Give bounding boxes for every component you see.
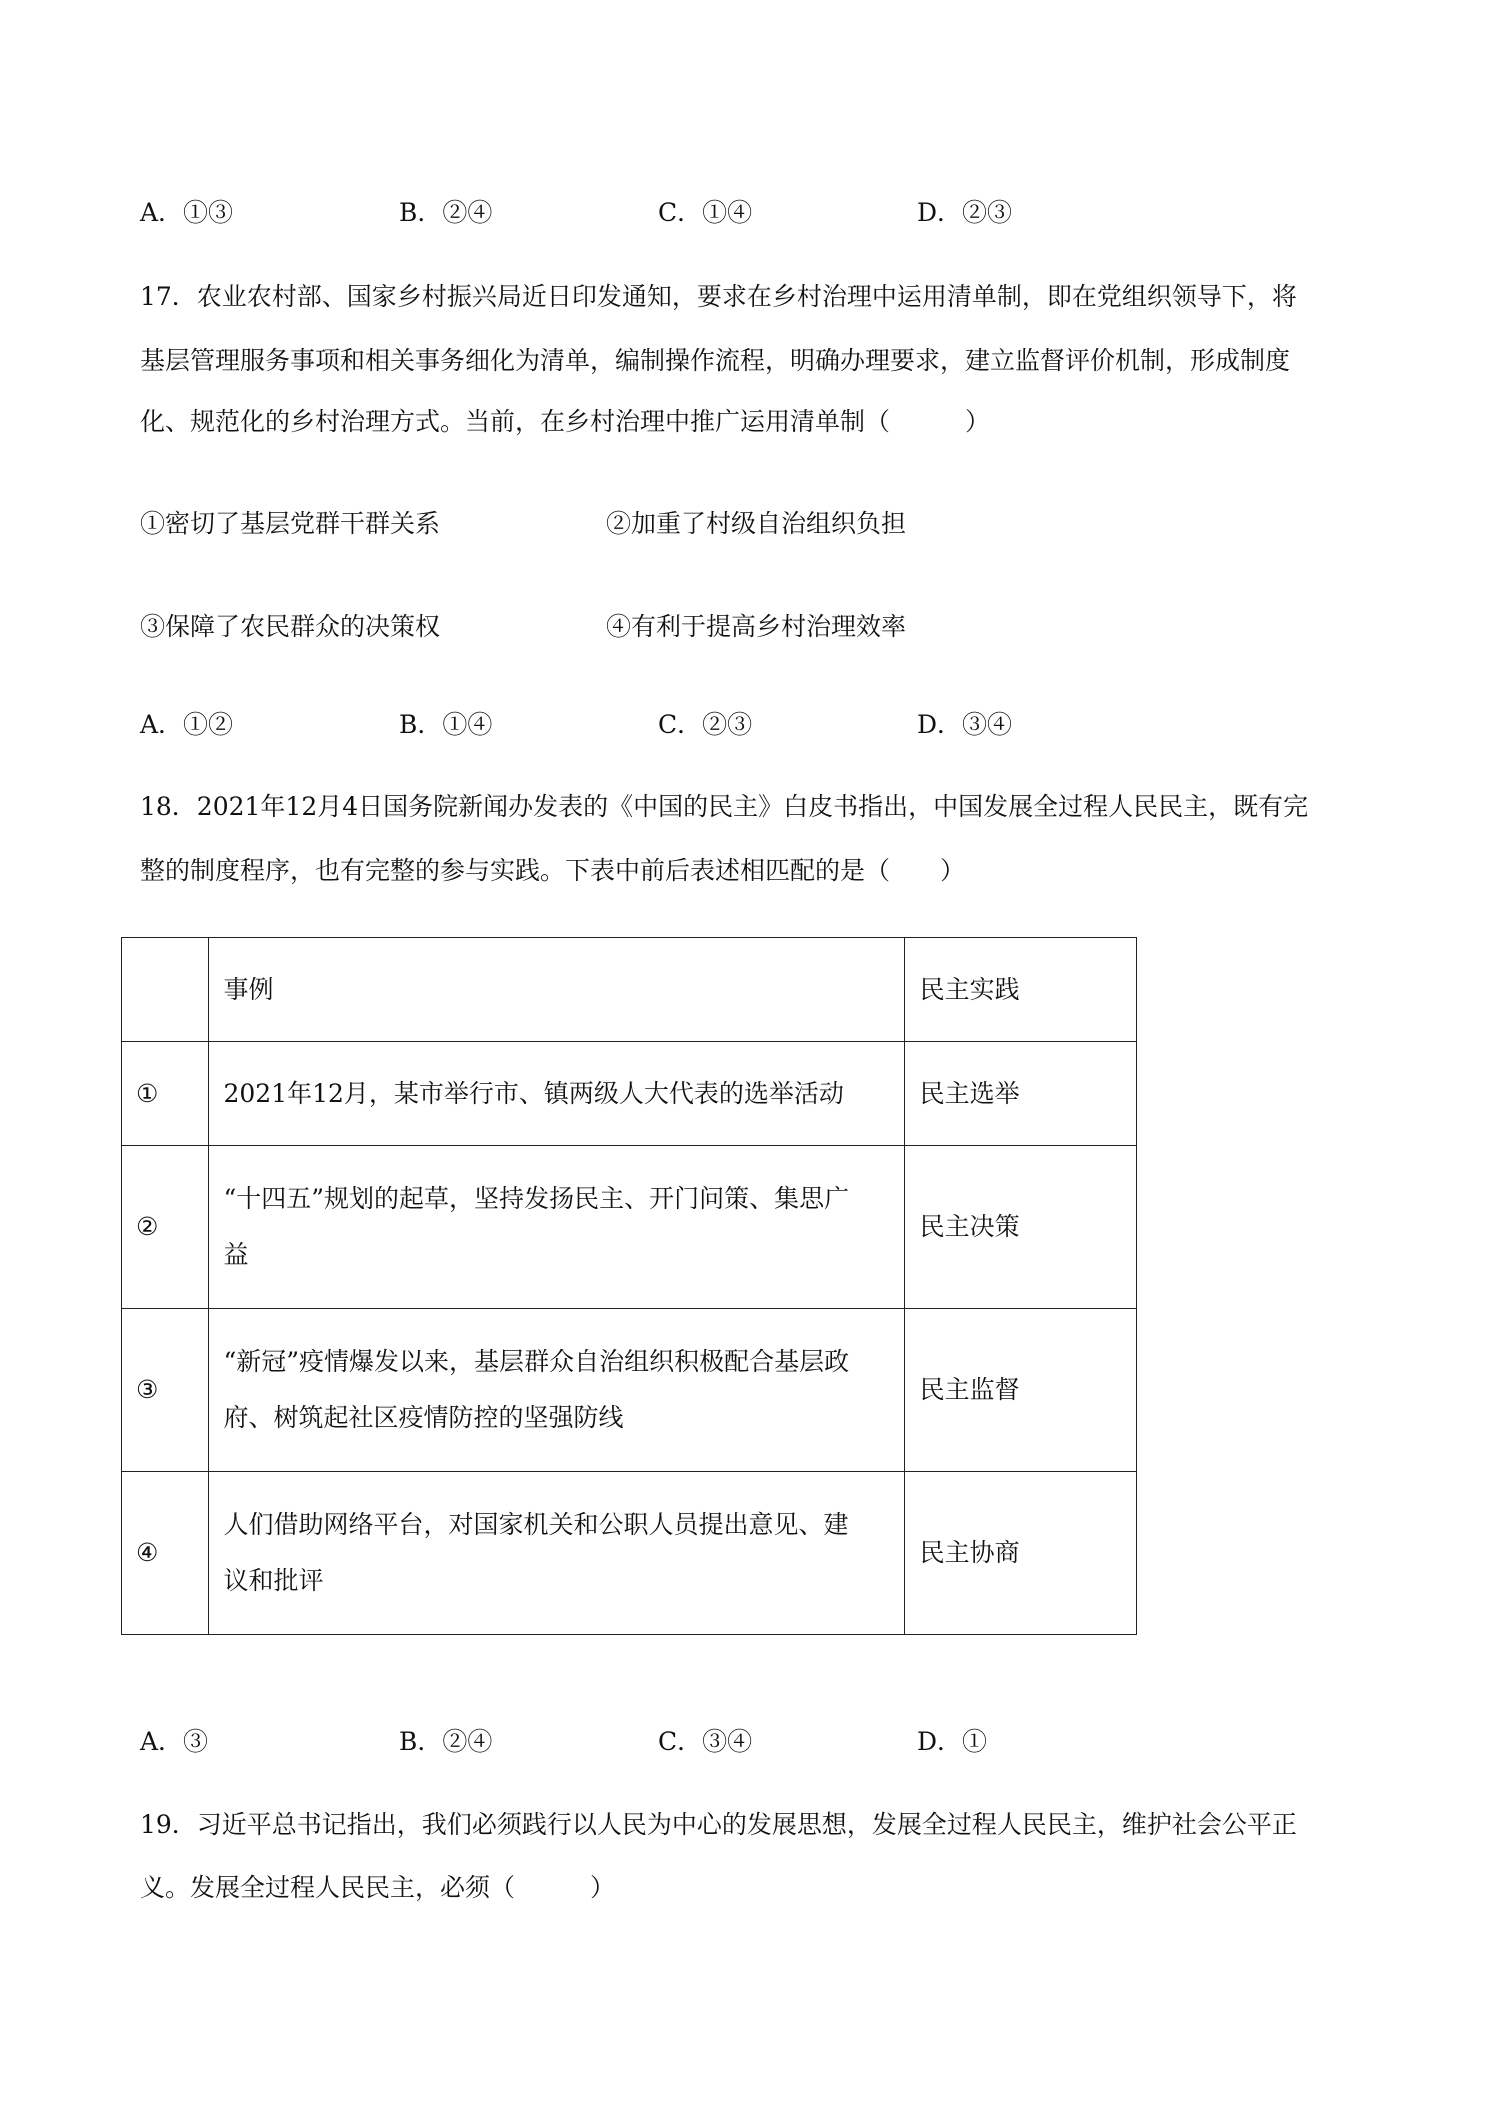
q17-option-b: B．①④ (399, 710, 493, 739)
example-line-1: 2021年12月，某市举行市、镇两级人大代表的选举活动 (223, 1078, 844, 1108)
example-line-2: 府、树筑起社区疫情防控的坚强防线 (223, 1403, 624, 1432)
q17-stem-line-1: 17．农业农村部、国家乡村振兴局近日印发通知，要求在乡村治理中运用清单制，即在党组织领导下，将 (140, 282, 1297, 311)
q17-statements-row-1 (140, 507, 1240, 541)
table-cell-example (208, 1042, 904, 1146)
table-header-example: 事例 (208, 938, 904, 1042)
q17-statement-4: ④有利于提高乡村治理效率 (606, 612, 907, 641)
q18-table (121, 937, 1137, 1635)
table-cell-example (208, 1472, 904, 1635)
example-line-2: 议和批评 (223, 1566, 324, 1595)
q19-stem-line-1: 19．习近平总书记指出，我们必须践行以人民为中心的发展思想，发展全过程人民民主，维护社会公平正 (140, 1810, 1297, 1839)
q17-option-a: A．①② (140, 710, 234, 739)
q18-stem-line-1: 18．2021年12月4日国务院新闻办发表的《中国的民主》白皮书指出，中国发展全过程人民民主，既有完 (140, 792, 1309, 821)
q18-stem-line-2: 整的制度程序，也有完整的参与实践。下表中前后表述相匹配的是（ ） (140, 856, 966, 885)
table-header-practice: 民主实践 (904, 938, 1136, 1042)
table-cell-example (208, 1309, 904, 1472)
q16-options (140, 196, 1240, 230)
q17-stem-line-3: 化、规范化的乡村治理方式。当前，在乡村治理中推广运用清单制（ ） (140, 407, 991, 436)
table-cell-example (208, 1146, 904, 1309)
q17-statement-2: ②加重了村级自治组织负担 (606, 509, 907, 538)
q18-option-d: D．① (917, 1727, 988, 1756)
q17-statements-row-2 (140, 610, 1240, 644)
q16-option-a: A．①③ (140, 198, 234, 227)
table-header-num (122, 938, 209, 1042)
example-line-1: 人们借助网络平台，对国家机关和公职人员提出意见、建 (223, 1510, 849, 1539)
table-cell-num: ② (122, 1146, 209, 1309)
q18-option-b: B．②④ (399, 1727, 493, 1756)
q18-option-a: A．③ (140, 1727, 209, 1756)
q18-options (140, 1725, 1240, 1759)
table-row (122, 1309, 1137, 1472)
table-cell-practice: 民主协商 (904, 1472, 1136, 1635)
table-cell-num: ① (122, 1042, 209, 1146)
q17-statement-1: ①密切了基层党群干群关系 (140, 509, 441, 538)
q17-option-c: C．②③ (658, 710, 753, 739)
q17-statement-3: ③保障了农民群众的决策权 (140, 612, 441, 641)
table-row (122, 1042, 1137, 1146)
example-line-2: 益 (223, 1240, 249, 1269)
table-header-row (122, 938, 1137, 1042)
q16-option-c: C．①④ (658, 198, 753, 227)
table-cell-practice: 民主监督 (904, 1309, 1136, 1472)
table-cell-num: ③ (122, 1309, 209, 1472)
q18-option-c: C．③④ (658, 1727, 753, 1756)
q16-option-d: D．②③ (917, 198, 1013, 227)
table-cell-num: ④ (122, 1472, 209, 1635)
q17-stem-line-2: 基层管理服务事项和相关事务细化为清单，编制操作流程，明确办理要求，建立监督评价机制，形成制度 (140, 346, 1291, 375)
example-line-1: “十四五”规划的起草，坚持发扬民主、开门问策、集思广 (223, 1184, 850, 1213)
table-cell-practice: 民主决策 (904, 1146, 1136, 1309)
q17-options (140, 708, 1240, 742)
table-row (122, 1146, 1137, 1309)
table-cell-practice: 民主选举 (904, 1042, 1136, 1146)
q17-option-d: D．③④ (917, 710, 1013, 739)
example-line-1: “新冠”疫情爆发以来，基层群众自治组织积极配合基层政 (223, 1347, 850, 1376)
table-row (122, 1472, 1137, 1635)
q16-option-b: B．②④ (399, 198, 493, 227)
q19-stem-line-2: 义。发展全过程人民民主，必须（ ） (140, 1873, 616, 1902)
